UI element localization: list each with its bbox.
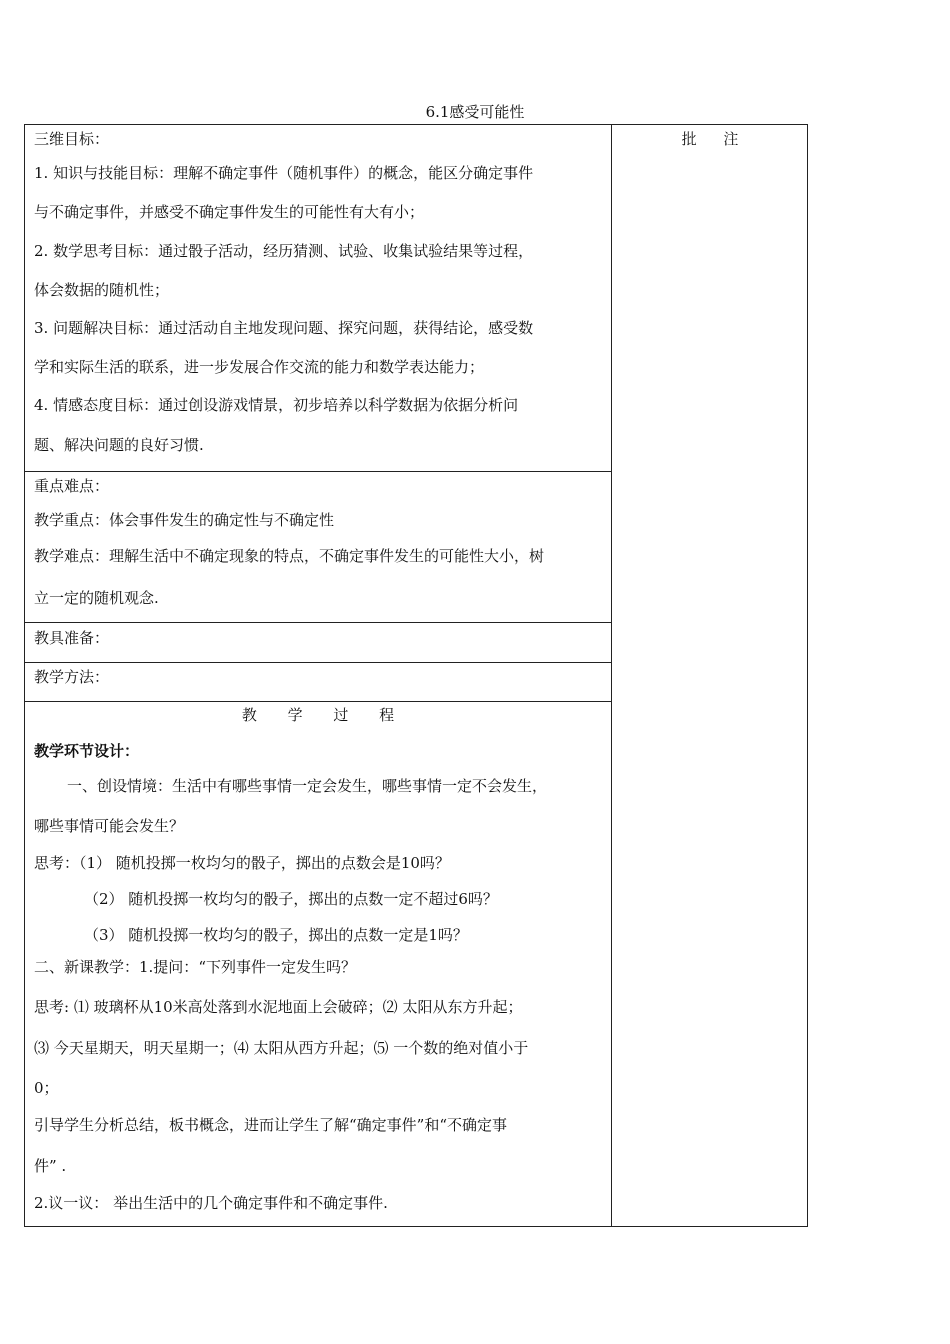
process-line: 二、新课教学：1.提问：“下列事件一定发生吗？ [34,958,356,976]
process-line: 引导学生分析总结，板书概念，进而让学生了解“确定事件”和“不确定事 [34,1116,508,1134]
objective-line: 1. 知识与技能目标：理解不确定事件（随机事件）的概念，能区分确定事件 [34,164,534,182]
methods-label: 教学方法： [34,668,110,686]
process-heading: 教 学 过 程 [241,706,395,724]
process-line: （2） 随机投掷一枚均匀的骰子，掷出的点数一定不超过6吗？ [84,890,498,908]
row-divider-objectives [24,471,612,472]
keypoint-line: 教学重点：体会事件发生的确定性与不确定性 [34,511,335,529]
objectives-heading: 三维目标： [34,130,110,148]
keypoints-heading: 重点难点： [34,477,110,495]
process-line: 思考：（1） 随机投掷一枚均匀的骰子，掷出的点数会是10吗？ [34,854,450,872]
objective-line: 体会数据的随机性； [34,281,170,299]
column-divider [611,124,612,1227]
objective-line: 学和实际生活的联系，进一步发展合作交流的能力和数学表达能力； [34,358,485,376]
page-title: 6.1感受可能性 [425,103,525,121]
materials-label: 教具准备： [34,629,110,647]
objective-line: 3. 问题解决目标：通过活动自主地发现问题、探究问题，获得结论，感受数 [34,319,534,337]
row-divider-keypoints [24,622,612,623]
process-line: 0； [34,1079,59,1097]
row-divider-methods [24,701,612,702]
process-line: 2.议一议： 举出生活中的几个确定事件和不确定事件. [34,1194,388,1212]
objective-line: 题、解决问题的良好习惯. [34,436,204,454]
keypoint-line: 立一定的随机观念. [34,589,159,607]
row-divider-materials [24,662,612,663]
process-line: ⑶ 今天星期天，明天星期一；⑷ 太阳从西方升起；⑸ 一个数的绝对值小于 [34,1039,529,1057]
annotation-column-header: 批 注 [681,130,739,148]
objective-line: 2. 数学思考目标：通过骰子活动，经历猜测、试验、收集试验结果等过程， [34,242,534,260]
objective-line: 4. 情感态度目标：通过创设游戏情景，初步培养以科学数据为依据分析问 [34,396,519,414]
process-line: 一、创设情境：生活中有哪些事情一定会发生，哪些事情一定不会发生， [67,777,548,795]
process-line: 件” . [34,1157,67,1175]
process-line: 哪些事情可能会发生？ [34,817,185,835]
objective-line: 与不确定事件，并感受不确定事件发生的可能性有大有小； [34,203,425,221]
process-line: （3） 随机投掷一枚均匀的骰子，掷出的点数一定是1吗？ [84,926,468,944]
keypoint-line: 教学难点：理解生活中不确定现象的特点，不确定事件发生的可能性大小，树 [34,547,545,565]
process-line: 思考: ⑴ 玻璃杯从10米高处落到水泥地面上会破碎；⑵ 太阳从东方升起； [34,998,523,1016]
design-label: 教学环节设计： [34,742,140,760]
